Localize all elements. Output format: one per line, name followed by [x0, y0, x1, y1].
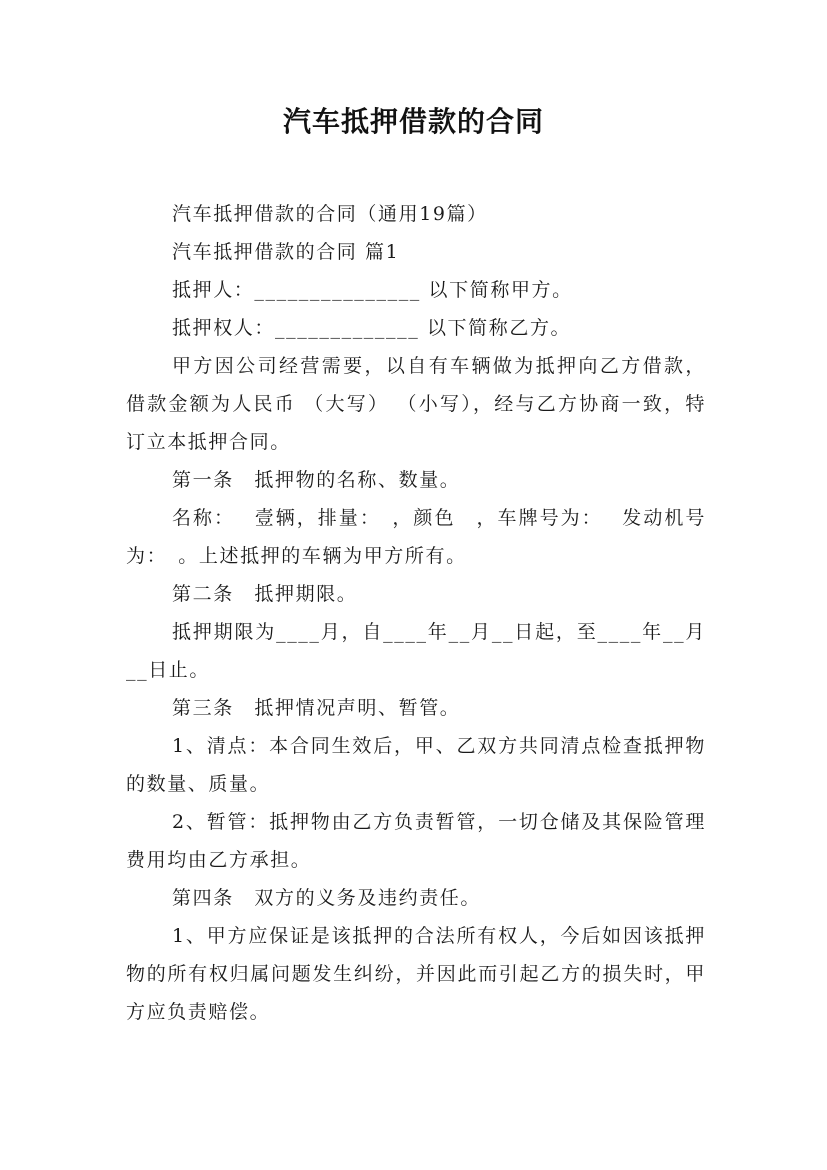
document-body [126, 195, 706, 1031]
paragraph-obligation-1: 1、甲方应保证是该抵押的合法所有权人，今后如因该抵押物的所有权归属问题发生纠纷，并因此而引起乙方的损失时，甲方应负责赔偿。 [126, 925, 706, 1023]
paragraph-term: 抵押期限为____月，自____年__月__日起，至____年__月__日止。 [126, 621, 706, 681]
paragraph-article-2: 第二条 抵押期限。 [172, 583, 358, 605]
paragraph-section-heading: 汽车抵押借款的合同 篇1 [172, 241, 400, 263]
paragraph-subtitle: 汽车抵押借款的合同（通用19篇） [172, 203, 488, 225]
paragraph-article-3: 第三条 抵押情况声明、暂管。 [172, 697, 461, 719]
paragraph-inventory: 1、清点：本合同生效后，甲、乙双方共同清点检查抵押物的数量、质量。 [126, 735, 706, 795]
paragraph-purpose: 甲方因公司经营需要，以自有车辆做为抵押向乙方借款，借款金额为人民币 （大写） （小写），经与乙方协商一致，特订立本抵押合同。 [126, 355, 706, 453]
document-title: 汽车抵押借款的合同 [282, 105, 544, 138]
paragraph-mortgagor: 抵押人：_______________ 以下简称甲方。 [172, 279, 573, 301]
paragraph-article-1: 第一条 抵押物的名称、数量。 [172, 469, 461, 491]
paragraph-mortgagee: 抵押权人：_____________ 以下简称乙方。 [172, 317, 572, 339]
paragraph-article-4: 第四条 双方的义务及违约责任。 [172, 887, 482, 909]
paragraph-custody: 2、暂管：抵押物由乙方负责暂管，一切仓储及其保险管理费用均由乙方承担。 [126, 811, 706, 871]
paragraph-vehicle-details: 名称： 壹辆，排量： ，颜色 ，车牌号为： 发动机号为： 。上述抵押的车辆为甲方所有。 [126, 507, 706, 567]
